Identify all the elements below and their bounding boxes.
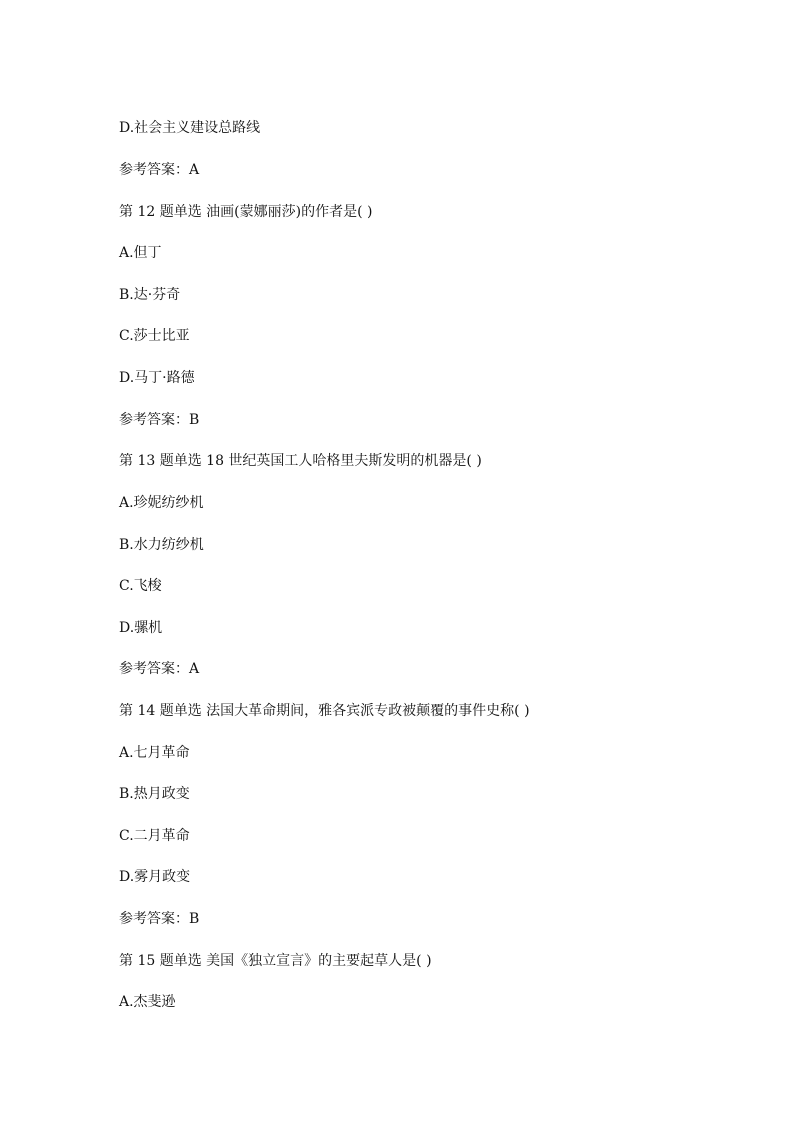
option-c-q13: C.飞梭 (119, 578, 162, 594)
option-a-q13: A.珍妮纺纱机 (119, 495, 204, 511)
option-d-q14: D.雾月政变 (119, 869, 191, 885)
option-a-q15: A.杰斐逊 (119, 994, 176, 1010)
option-c-q12: C.莎士比亚 (119, 328, 190, 344)
answer-q13: 参考答案：A (119, 661, 200, 677)
answer-q14: 参考答案：B (119, 911, 200, 927)
answer-q11: 参考答案：A (119, 162, 200, 178)
option-b-q12: B.达·芬奇 (119, 287, 181, 303)
answer-q12: 参考答案：B (119, 412, 200, 428)
option-a-q14: A.七月革命 (119, 745, 190, 761)
option-d-q13: D.骡机 (119, 620, 163, 636)
option-b-q14: B.热月政变 (119, 786, 190, 802)
option-d-q11: D.社会主义建设总路线 (119, 120, 261, 136)
option-a-q12: A.但丁 (119, 245, 162, 261)
question-14: 第 14 题单选 法国大革命期间，雅各宾派专政被颠覆的事件史称( ) (119, 703, 530, 719)
question-12: 第 12 题单选 油画(蒙娜丽莎)的作者是( ) (119, 204, 373, 220)
option-d-q12: D.马丁·路德 (119, 370, 195, 386)
question-13: 第 13 题单选 18 世纪英国工人哈格里夫斯发明的机器是( ) (119, 453, 482, 469)
option-c-q14: C.二月革命 (119, 828, 190, 844)
option-b-q13: B.水力纺纱机 (119, 537, 204, 553)
question-15: 第 15 题单选 美国《独立宣言》的主要起草人是( ) (119, 953, 432, 969)
